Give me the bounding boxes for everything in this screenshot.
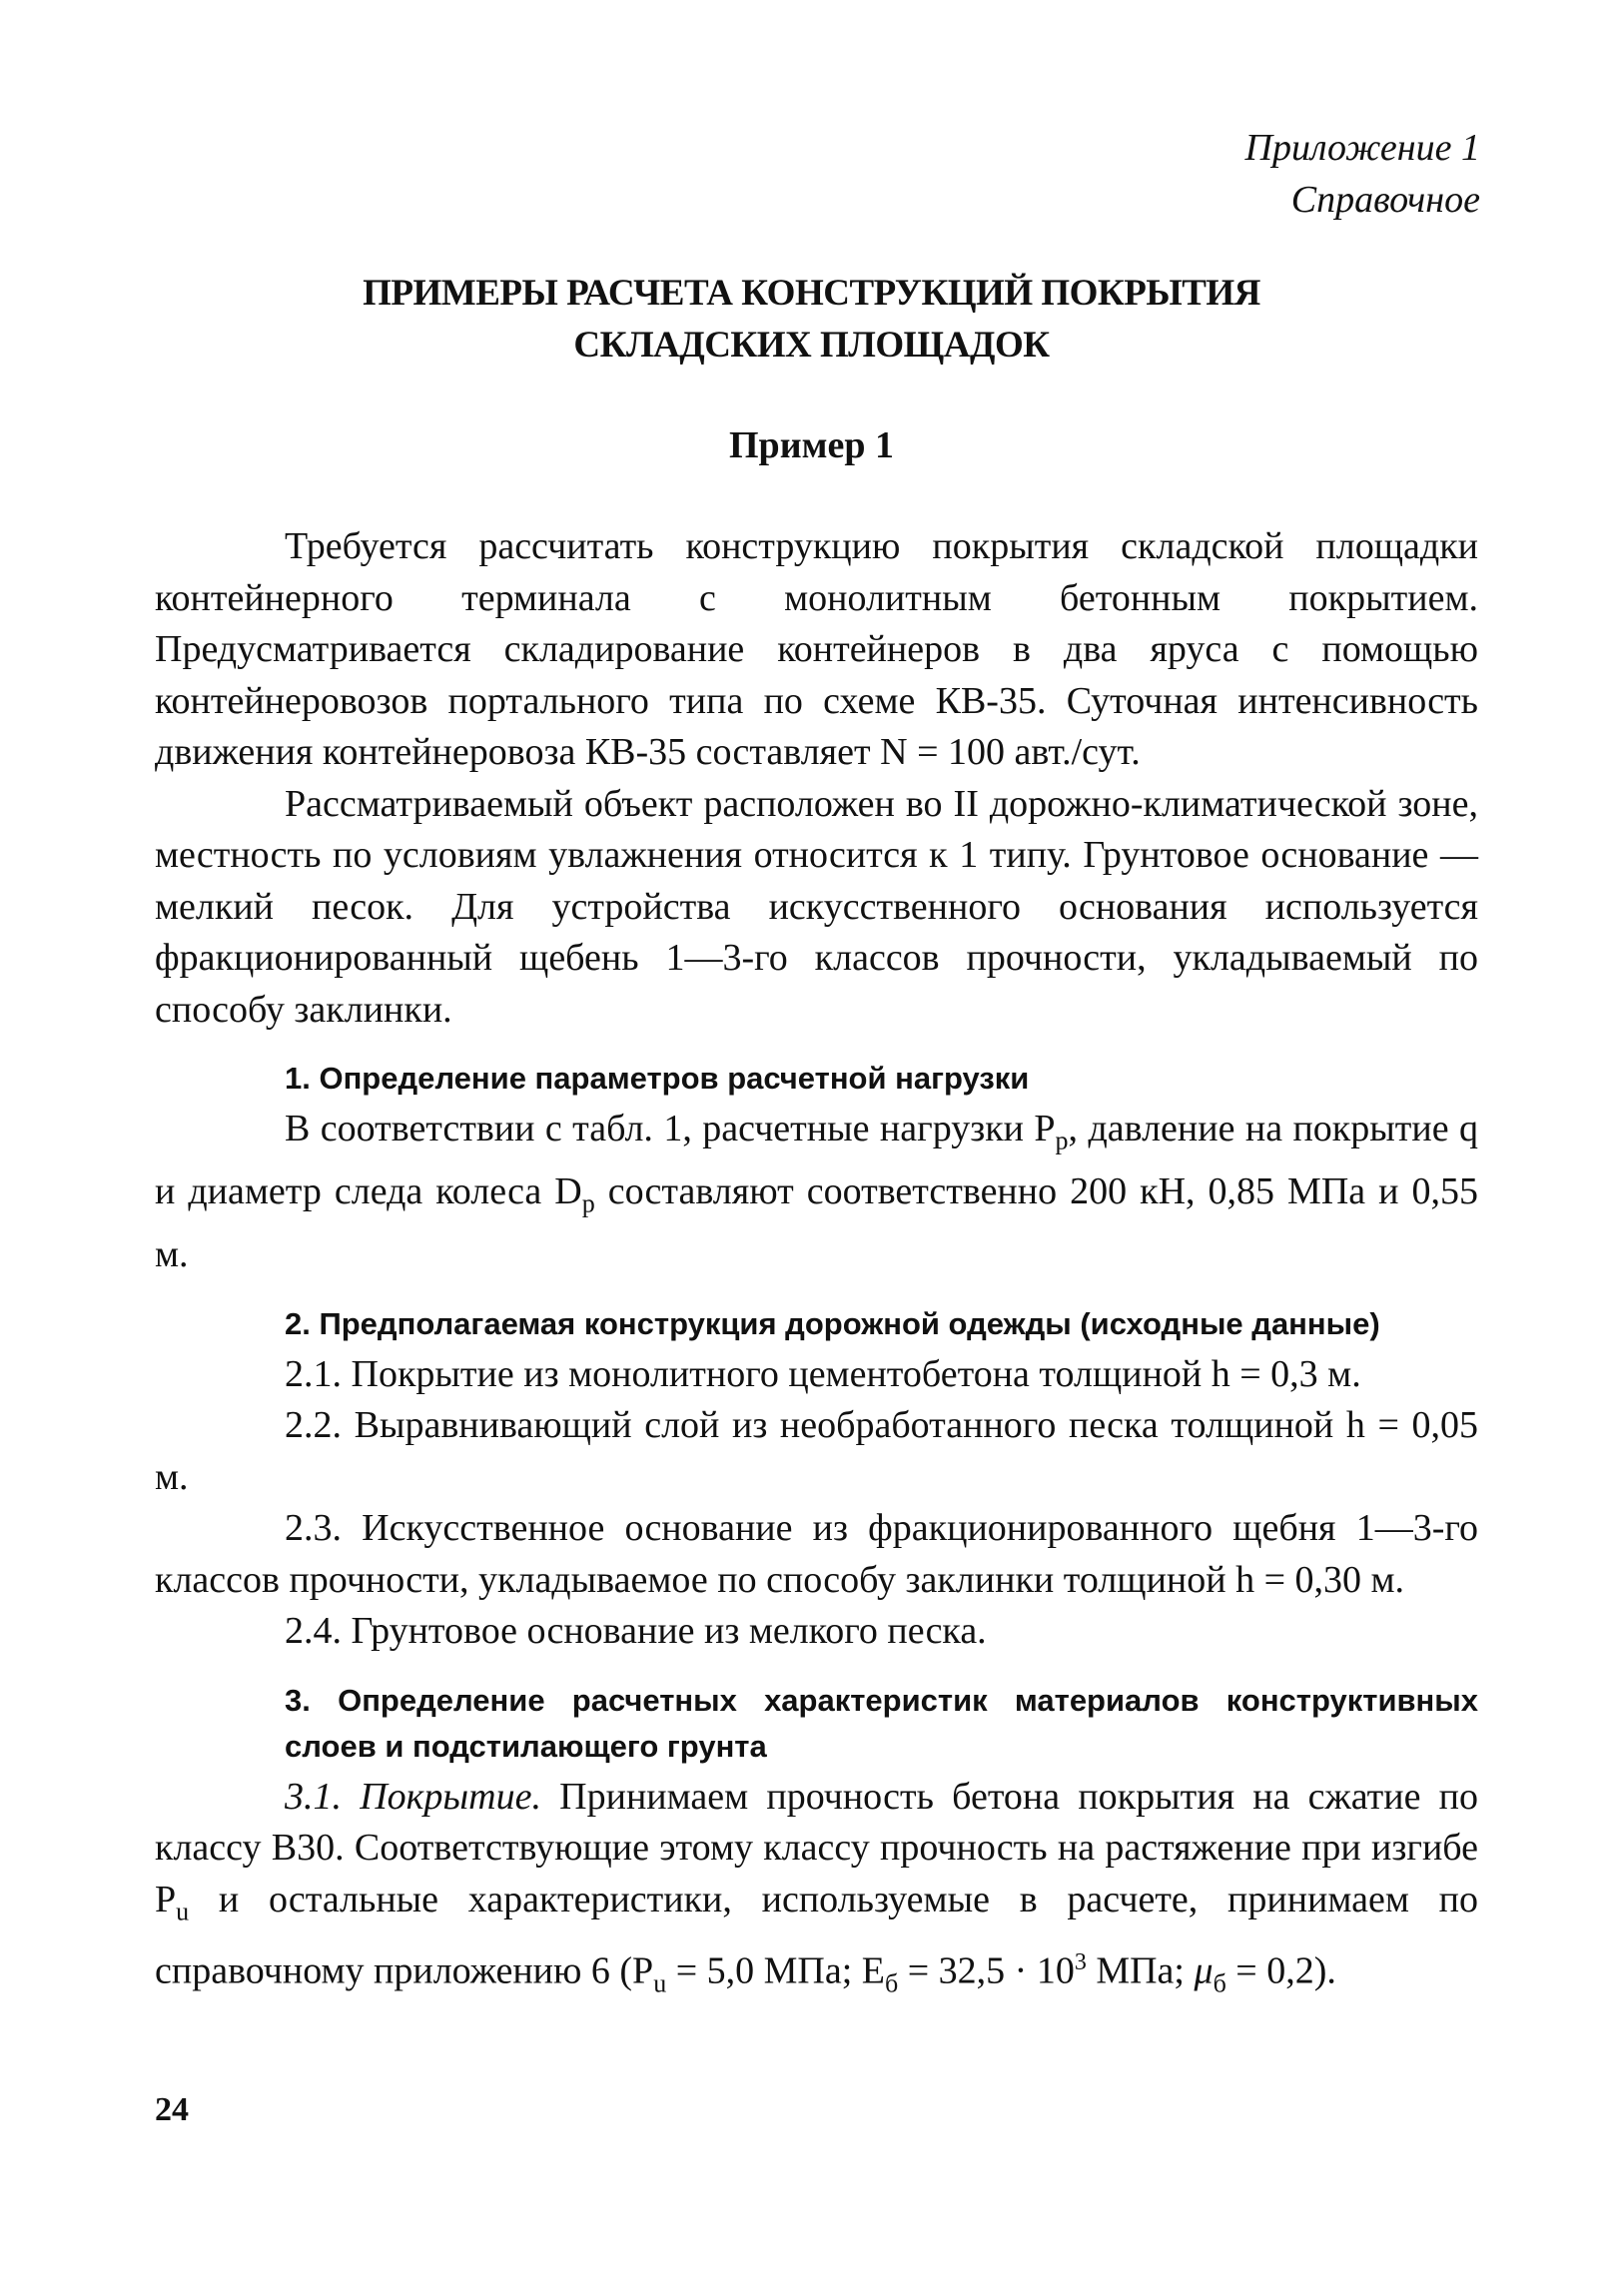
intro-paragraph-1: Требуется рассчитать конструкцию покрытия складской площадки контейнерного терминала с монолитным бетонным покрытием. Предусматривается складирование контейнеров в два яруса с помощью контейнеровозов портального типа по схеме КВ-35. Суточная интенсивность движения контейнеровоза КВ-35 составляет N = 100 авт./сут.	[155, 525, 1478, 773]
subsection-label: 3.1. Покрытие.	[285, 1775, 541, 1818]
appendix-type: Справочное	[1290, 179, 1480, 221]
section-2-item: 2.4. Грунтовое основание из мелкого песка.	[285, 1610, 987, 1653]
title-line-1: ПРИМЕРЫ РАСЧЕТА КОНСТРУКЦИЙ ПОКРЫТИЯ	[363, 273, 1260, 314]
section-1-heading: 1. Определение параметров расчетной нагрузки	[285, 1061, 1030, 1096]
section-1-paragraph: В соответствии с табл. 1, расчетные нагрузки $P_p$, давление на покрытие q и диаметр следа колеса $D_p$ составляют соответственно 200 кН, 0,85 МПа и 0,55 м.	[155, 1108, 1478, 1276]
document-title	[0, 268, 1623, 372]
section-2-heading: 2. Предполагаемая конструкция дорожной одежды (исходные данные)	[285, 1305, 1380, 1341]
example-heading: Пример 1	[729, 424, 894, 466]
intro-paragraph-2: Рассматриваемый объект расположен во II дорожно-климатической зоне, местность по условиям увлажнения относится к 1 типу. Грунтовое основание — мелкий песок. Для устройства искусственного основания используется фракционированный щебень 1—3-го классов прочности, укладываемый по способу заклинки.	[155, 782, 1478, 1031]
title-line-2: СКЛАДСКИХ ПЛОЩАДОК	[573, 325, 1050, 366]
appendix-label	[1245, 122, 1480, 226]
section-3-paragraph: 3.1. Покрытие. Принимаем прочность бетона покрытия на сжатие по классу В30. Соответствующие этому классу прочность на растяжение при изгибе $P_u$ и остальные характеристики, используемые в расчете, принимаем по справочному приложению 6 ($P_u = 5,0$ МПа; $E_б = 32,5 \cdot 10^3$ МПа; $\mu_б = 0,2$).	[155, 1775, 1478, 1998]
document-body	[155, 521, 1478, 2009]
section-3-heading: 3. Определение расчетных характеристик материалов конструктивных слоев и подстилающего грунта	[285, 1682, 1478, 1764]
page-number: 24	[155, 2091, 189, 2128]
section-2-item: 2.2. Выравнивающий слой из необработанного песка толщиной h = 0,05 м.	[155, 1404, 1478, 1498]
appendix-number: Приложение 1	[1244, 127, 1480, 169]
section-2-item: 2.1. Покрытие из монолитного цементобетона толщиной h = 0,3 м.	[285, 1352, 1361, 1395]
section-2-item: 2.3. Искусственное основание из фракционированного щебня 1—3-го классов прочности, укладываемое по способу заклинки толщиной h = 0,30 м.	[155, 1507, 1478, 1601]
